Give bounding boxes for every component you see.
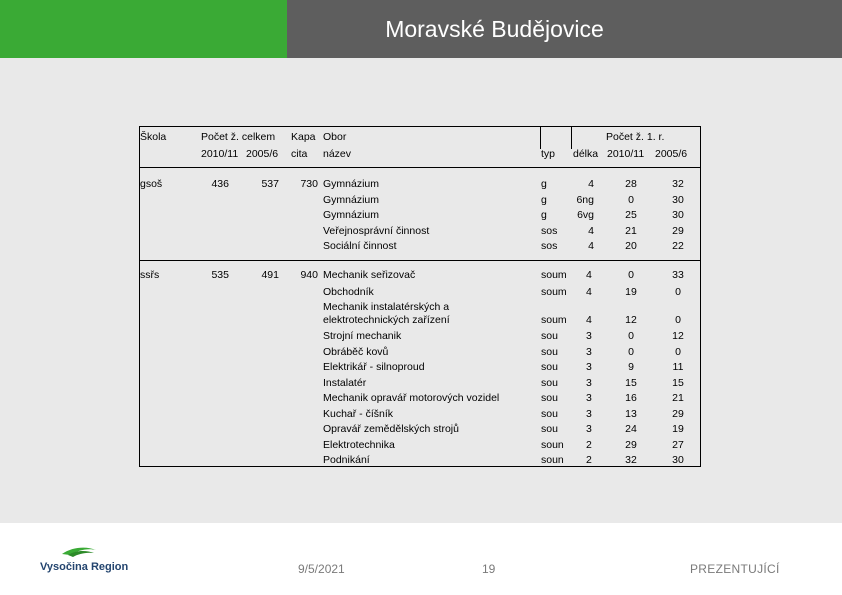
celkem-2010: 436 [211, 178, 229, 190]
obor-typ: soum [541, 269, 567, 281]
obor-typ: soum [541, 286, 567, 298]
obor-2010: 19 [625, 286, 637, 298]
header-divider [540, 127, 541, 149]
obor-delka: 3 [586, 361, 592, 373]
header-2010: 2010/11 [201, 148, 239, 160]
group-divider [140, 167, 700, 168]
obor-nazev: Elektrikář - silnoproud [323, 361, 425, 373]
logo-text: Vysočina Region [40, 561, 129, 573]
obor-nazev: Strojní mechanik [323, 330, 402, 342]
obor-delka: 2 [586, 454, 592, 466]
obor-delka: 6ng [576, 194, 594, 206]
obor-2005: 32 [672, 178, 684, 190]
header-2005-1r: 2005/6 [655, 148, 688, 160]
obor-typ: sou [541, 377, 558, 389]
obor-2005: 12 [672, 330, 684, 342]
header-bar [0, 0, 842, 58]
obor-delka: 4 [586, 314, 592, 326]
obor-2010: 0 [628, 346, 634, 358]
obor-nazev: Podnikání [323, 454, 370, 466]
obor-2010: 13 [625, 408, 637, 420]
obor-2005: 30 [672, 194, 684, 206]
page-title: Moravské Budějovice [385, 15, 604, 42]
obor-nazev: Mechanik instalatérských a [323, 301, 450, 313]
school-name: gsoš [140, 178, 163, 190]
obor-2010: 24 [625, 423, 637, 435]
obor-2010: 21 [625, 225, 637, 237]
school-table [139, 126, 701, 467]
obor-nazev: Gymnázium [323, 178, 380, 190]
school-name: ssřs [140, 269, 160, 281]
header-kapa: Kapa [291, 131, 316, 143]
vysocina-logo [40, 546, 150, 576]
obor-nazev: Obráběč kovů [323, 346, 389, 358]
obor-typ: sos [541, 240, 558, 252]
celkem-2005: 537 [261, 178, 279, 190]
kapacita: 730 [300, 178, 318, 190]
obor-2005: 22 [672, 240, 684, 252]
obor-typ: soun [541, 454, 564, 466]
kapacita: 940 [300, 269, 318, 281]
header-cita: cita [291, 148, 308, 160]
obor-2005: 11 [672, 361, 684, 373]
obor-delka: 3 [586, 408, 592, 420]
obor-2005: 27 [672, 439, 684, 451]
header-accent [0, 0, 287, 58]
obor-nazev: Elektrotechnika [323, 439, 395, 451]
obor-nazev: Mechanik seřizovač [323, 269, 416, 281]
header-nazev: název [323, 148, 352, 160]
obor-typ: sou [541, 392, 558, 404]
obor-2010: 0 [628, 194, 634, 206]
obor-2005: 30 [672, 209, 684, 221]
group-divider [140, 260, 700, 261]
obor-delka: 4 [588, 225, 594, 237]
obor-2005: 0 [675, 346, 681, 358]
obor-2005: 33 [672, 269, 684, 281]
obor-2005: 19 [672, 423, 684, 435]
header-2005: 2005/6 [246, 148, 279, 160]
obor-delka: 2 [586, 439, 592, 451]
obor-nazev: Obchodník [323, 286, 374, 298]
obor-delka: 3 [586, 377, 592, 389]
obor-nazev: Opravář zemědělských strojů [323, 423, 459, 435]
obor-2005: 29 [672, 408, 684, 420]
obor-2005: 15 [672, 377, 684, 389]
header-2010-1r: 2010/11 [607, 148, 645, 160]
obor-typ: sou [541, 408, 558, 420]
header-obor: Obor [323, 131, 347, 143]
obor-nazev: Instalatér [323, 377, 367, 389]
obor-2010: 12 [625, 314, 637, 326]
obor-typ: g [541, 194, 547, 206]
obor-2010: 9 [628, 361, 634, 373]
obor-delka: 4 [588, 240, 594, 252]
obor-nazev: Veřejnosprávní činnost [323, 225, 430, 237]
obor-typ: sos [541, 225, 558, 237]
page-number: 19 [482, 562, 496, 576]
obor-2005: 21 [672, 392, 684, 404]
header-delka: délka [573, 148, 599, 160]
obor-nazev-line2: elektrotechnických zařízení [323, 314, 450, 326]
celkem-2010: 535 [211, 269, 229, 281]
obor-2005: 0 [675, 286, 681, 298]
obor-typ: sou [541, 361, 558, 373]
obor-delka: 4 [586, 286, 592, 298]
obor-2010: 28 [625, 178, 637, 190]
obor-delka: 6vg [577, 209, 594, 221]
obor-typ: soun [541, 439, 564, 451]
obor-nazev: Kuchař - číšník [323, 408, 394, 420]
header-typ: typ [541, 148, 556, 160]
obor-2010: 20 [625, 240, 637, 252]
obor-2005: 29 [672, 225, 684, 237]
obor-2005: 30 [672, 454, 684, 466]
obor-2010: 32 [625, 454, 637, 466]
obor-delka: 3 [586, 346, 592, 358]
obor-2010: 0 [628, 269, 634, 281]
obor-nazev: Gymnázium [323, 194, 380, 206]
obor-2010: 16 [625, 392, 637, 404]
presenter-label: PREZENTUJÍCÍ [690, 562, 780, 576]
obor-2010: 0 [628, 330, 634, 342]
obor-2005: 0 [675, 314, 681, 326]
obor-delka: 3 [586, 423, 592, 435]
obor-typ: g [541, 178, 547, 190]
obor-delka: 4 [586, 269, 592, 281]
header-skola: Škola [140, 131, 167, 143]
obor-delka: 3 [586, 392, 592, 404]
header-pocet-1r: Počet ž. 1. r. [606, 131, 665, 143]
footer-date: 9/5/2021 [298, 562, 345, 576]
celkem-2005: 491 [261, 269, 279, 281]
obor-typ: sou [541, 346, 558, 358]
obor-2010: 29 [625, 439, 637, 451]
obor-2010: 25 [625, 209, 637, 221]
obor-delka: 4 [588, 178, 594, 190]
obor-nazev: Gymnázium [323, 209, 380, 221]
obor-nazev: Sociální činnost [323, 240, 397, 252]
obor-delka: 3 [586, 330, 592, 342]
obor-typ: g [541, 209, 547, 221]
obor-typ: sou [541, 330, 558, 342]
vysocina-logo-icon [40, 546, 150, 576]
header-divider [571, 127, 572, 149]
header-pocet-celkem: Počet ž. celkem [201, 131, 276, 143]
obor-2010: 15 [625, 377, 637, 389]
obor-typ: soum [541, 314, 567, 326]
obor-nazev: Mechanik opravář motorových vozidel [323, 392, 500, 404]
obor-typ: sou [541, 423, 558, 435]
